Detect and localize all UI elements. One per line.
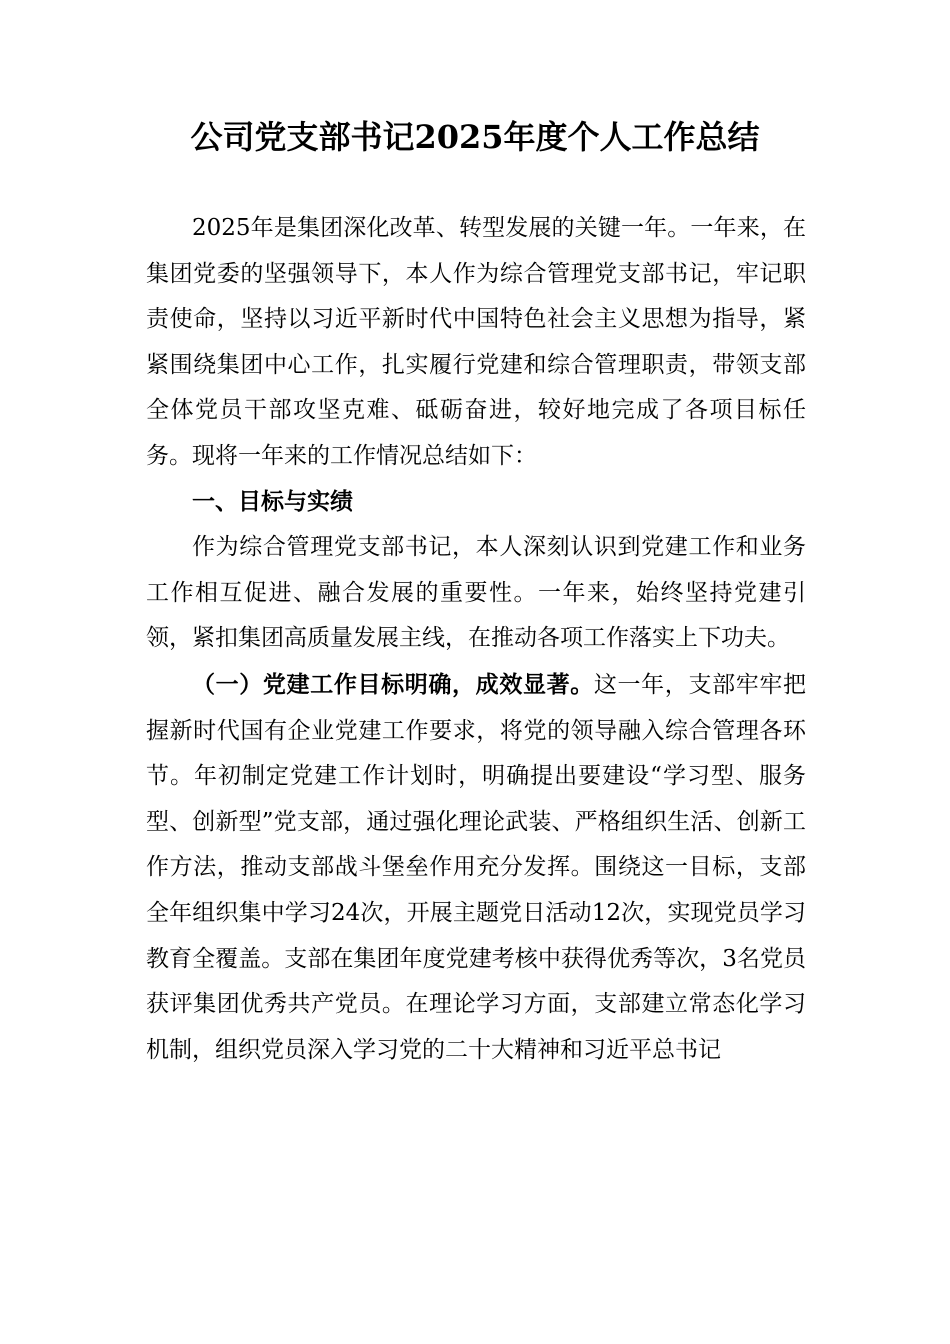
section-heading: 一、目标与实绩 xyxy=(192,488,353,515)
subsection-text: 这一年，支部牢牢把握新时代国有企业党建工作要求，将党的领导融入综合管理各环节。年初制定党建工作计划时，明确提出要建设“学习型、服务型、创新型”党支部，通过强化理论武装、严格组织生活、创新工作方法，推动支部战斗堡垒作用充分发挥。围绕这一目标，支部全年组织集中学习24次，开展主题党日活动12次，实现党员学习教育全覆盖。支部在集团年度党建考核中获得优秀等次，3名党员获评集团优秀共产党员。在理论学习方面，支部建立常态化学习机制，组织党员深入学习党的二十大精神和习近平总书记 xyxy=(146,671,807,1063)
subsection-paragraph xyxy=(146,662,806,1073)
intro-paragraph: 2025年是集团深化改革、转型发展的关键一年。一年来，在集团党委的坚强领导下，本人作为综合管理党支部书记，牢记职责使命，坚持以习近平新时代中国特色社会主义思想为指导，紧紧围绕集团中心工作，扎实履行党建和综合管理职责，带领支部全体党员干部攻坚克难、砥砺奋进，较好地完成了各项目标任务。现将一年来的工作情况总结如下： xyxy=(146,215,806,469)
document-title: 公司党支部书记2025年度个人工作总结 xyxy=(190,118,760,156)
section-paragraph: 作为综合管理党支部书记，本人深刻认识到党建工作和业务工作相互促进、融合发展的重要性。一年来，始终坚持党建引领，紧扣集团高质量发展主线，在推动各项工作落实上下功夫。 xyxy=(146,534,806,652)
subsection-lead: （一）党建工作目标明确，成效显著。 xyxy=(192,670,594,698)
document-body xyxy=(146,206,806,1073)
